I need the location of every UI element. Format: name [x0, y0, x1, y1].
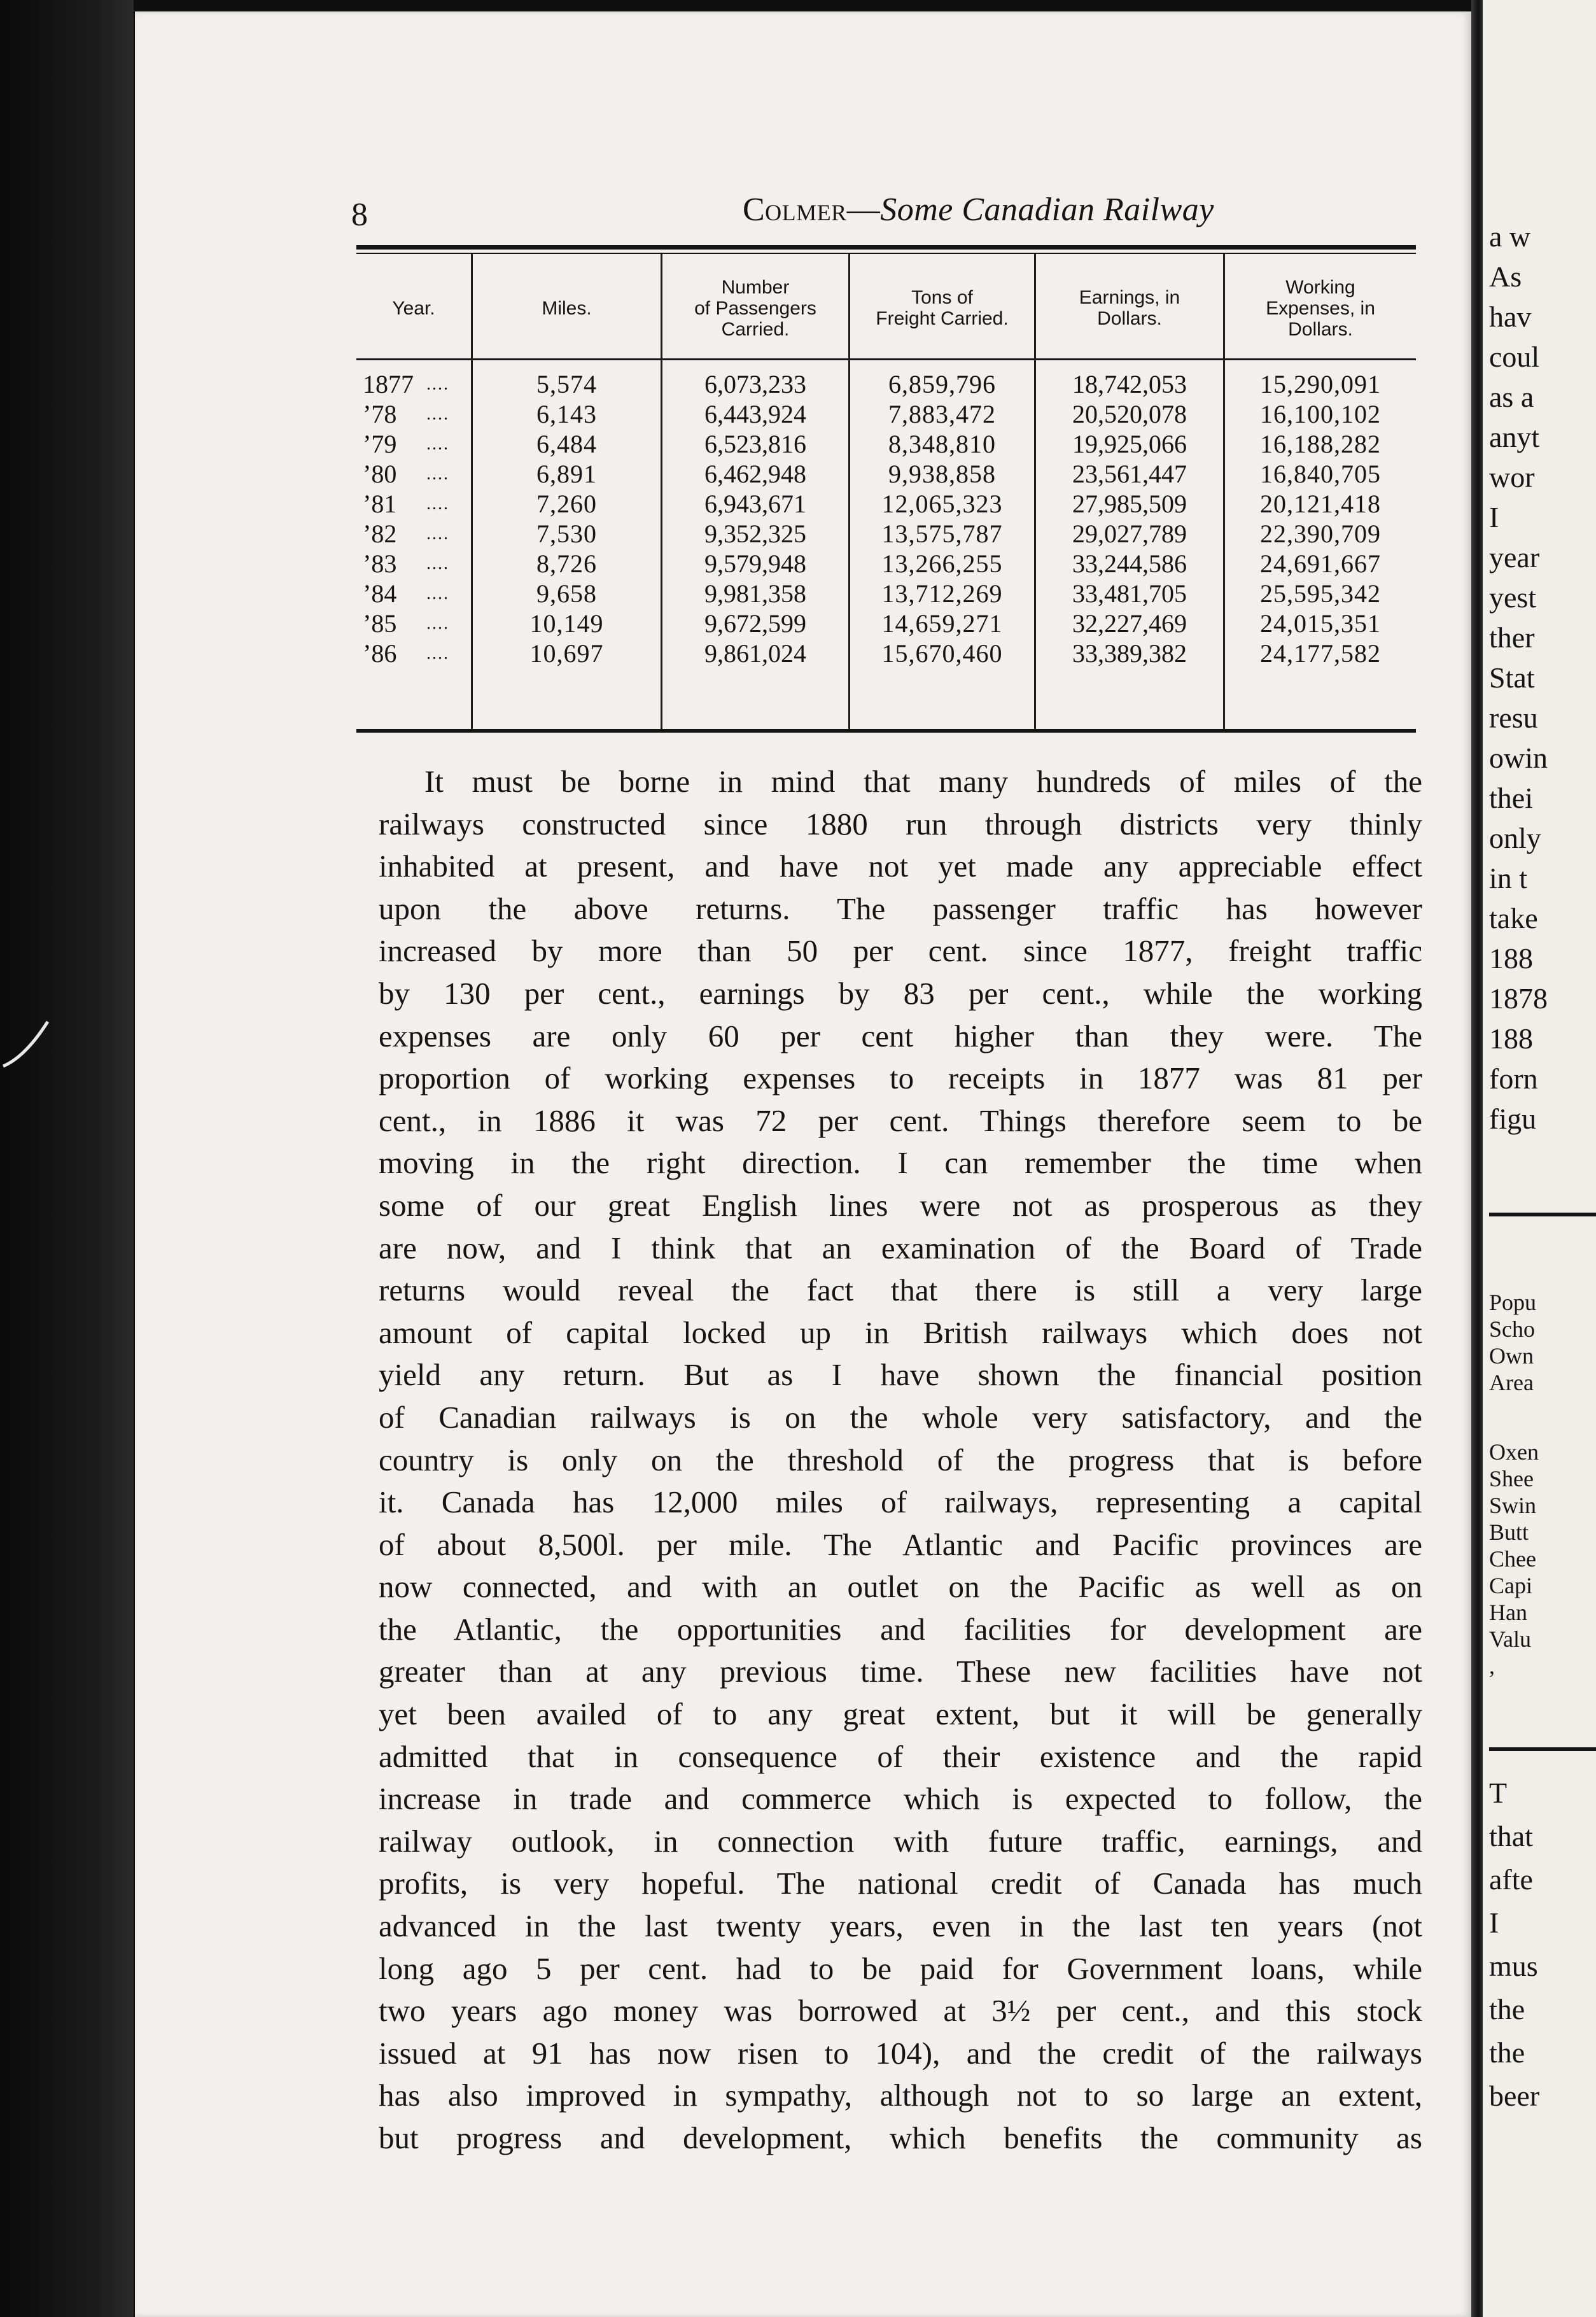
text-line: are now, and I think that an examination of the Board of Trade	[379, 1230, 1422, 1265]
body-paragraph	[379, 761, 1422, 2160]
table-cell-earnings: 18,742,053	[1072, 370, 1187, 398]
table-cell-miles: 9,658	[536, 579, 597, 608]
table-cell-expenses: 22,390,709	[1260, 519, 1381, 548]
table-cell-miles: 6,891	[536, 460, 597, 488]
table-cell-expenses: 16,188,282	[1260, 430, 1381, 458]
table-cell-year	[363, 459, 471, 489]
year-value: ’86	[363, 639, 397, 668]
facing-page-text: I	[1489, 1906, 1499, 1939]
facing-page-text: resu	[1489, 701, 1538, 734]
text-line: returns would reveal the fact that there is still a very large	[379, 1272, 1422, 1308]
facing-page-text: a w	[1489, 220, 1531, 253]
table-cell-miles: 8,726	[536, 549, 597, 578]
table-cell-year	[363, 549, 471, 579]
year-value: ’85	[363, 609, 397, 638]
running-head-author: Colmer	[743, 192, 847, 228]
table-cell-earnings: 23,561,447	[1072, 460, 1187, 488]
text-line: profits, is very hopeful. The national credit of Canada has much	[379, 1866, 1422, 1901]
text-line: railways constructed since 1880 run through districts very thinly	[379, 806, 1422, 842]
text-line: yield any return. But as I have shown the financial position	[379, 1357, 1422, 1393]
table-cell-freight: 13,712,269	[881, 579, 1003, 608]
table-cell-earnings: 20,520,078	[1072, 400, 1187, 428]
facing-page-text: anyt	[1489, 421, 1540, 453]
table-cell-earnings: 19,925,066	[1072, 430, 1187, 458]
facing-page-text: in t	[1489, 862, 1528, 894]
facing-page-text: I	[1489, 501, 1499, 533]
facing-page-text: Scho	[1489, 1316, 1535, 1342]
table-top-rule-thin	[356, 253, 1416, 254]
facing-page-text: that	[1489, 1820, 1533, 1852]
facing-page-rule	[1489, 1213, 1596, 1216]
railway-statistics-table	[356, 245, 1416, 735]
text-line: increased by more than 50 per cent. since 1877, freight traffic	[379, 933, 1422, 969]
text-line: country is only on the threshold of the progress that is before	[379, 1442, 1422, 1477]
facing-page-text: 188	[1489, 1022, 1533, 1055]
facing-page-text: thei	[1489, 782, 1533, 814]
leader-dots: ....	[426, 614, 449, 633]
header-miles: Miles.	[542, 297, 592, 319]
facing-page-text: as a	[1489, 381, 1534, 413]
table-cell-year	[363, 638, 471, 668]
table-cell-passengers: 6,943,671	[704, 489, 806, 518]
facing-page-text: forn	[1489, 1062, 1538, 1095]
year-value: ’81	[363, 489, 397, 518]
running-head-dash: —	[846, 192, 881, 228]
header-freight: Tons of Freight Carried.	[876, 287, 1009, 329]
text-line: issued at 91 has now risen to 104), and the credit of the railways	[379, 2035, 1422, 2071]
facing-page-text: hav	[1489, 300, 1532, 333]
facing-page-text: the	[1489, 1993, 1525, 2025]
facing-page-text: the	[1489, 2036, 1525, 2069]
facing-page-text: afte	[1489, 1863, 1533, 1896]
earnings-column	[1036, 369, 1223, 668]
text-line: now connected, and with an outlet on the Pacific as well as on	[379, 1569, 1422, 1605]
leader-dots: ....	[426, 494, 449, 514]
table-cell-freight: 8,348,810	[888, 430, 996, 458]
text-line: long ago 5 per cent. had to be paid for Government loans, while	[379, 1950, 1422, 1986]
text-line: advanced in the last twenty years, even in the last ten years (not	[379, 1908, 1422, 1944]
table-cell-earnings: 32,227,469	[1072, 609, 1187, 638]
table-cell-passengers: 9,861,024	[704, 639, 806, 668]
header-passengers: Number of Passengers Carried.	[694, 276, 816, 340]
facing-page-text: Swin	[1489, 1493, 1537, 1518]
facing-page-text: 188	[1489, 942, 1533, 975]
table-cell-passengers: 6,462,948	[704, 460, 806, 488]
table-bottom-rule	[356, 729, 1416, 733]
year-value: ’83	[363, 549, 397, 578]
header-year: Year.	[392, 297, 435, 319]
text-line: some of our great English lines were not as prosperous as they	[379, 1187, 1422, 1223]
text-line: cent., in 1886 it was 72 per cent. Things therefore seem to be	[379, 1102, 1422, 1138]
text-line: upon the above returns. The passenger traffic has however	[379, 891, 1422, 926]
text-line: amount of capital locked up in British railways which does not	[379, 1314, 1422, 1350]
table-cell-miles: 6,143	[536, 400, 597, 428]
table-cell-year	[363, 579, 471, 609]
table-cell-freight: 6,859,796	[888, 370, 996, 398]
facing-page-text: Capi	[1489, 1573, 1532, 1598]
facing-page-text: only	[1489, 822, 1541, 854]
expenses-column	[1225, 369, 1416, 668]
table-cell-expenses: 24,691,667	[1260, 549, 1381, 578]
text-line: yet been availed of to any great extent, but it will be generally	[379, 1696, 1422, 1732]
table-cell-earnings: 33,389,382	[1072, 639, 1187, 668]
facing-page-text: Chee	[1489, 1546, 1536, 1572]
facing-page-text: Own	[1489, 1343, 1534, 1369]
table-cell-expenses: 25,595,342	[1260, 579, 1381, 608]
table-cell-expenses: 16,100,102	[1260, 400, 1381, 428]
table-cell-year	[363, 429, 471, 459]
facing-page-text: ,	[1489, 1653, 1495, 1679]
text-line: by 130 per cent., earnings by 83 per cent., while the working	[379, 975, 1422, 1011]
table-cell-passengers: 6,073,233	[704, 370, 806, 398]
leader-dots: ....	[426, 404, 449, 424]
table-cell-earnings: 29,027,789	[1072, 519, 1187, 548]
table-cell-passengers: 6,523,816	[704, 430, 806, 458]
facing-page-text: Popu	[1489, 1290, 1537, 1315]
text-line: increase in trade and commerce which is expected to follow, the	[379, 1781, 1422, 1817]
running-head	[743, 191, 1214, 229]
table-cell-freight: 15,670,460	[881, 639, 1003, 668]
table-cell-miles: 10,697	[529, 639, 604, 668]
table-cell-freight: 13,266,255	[881, 549, 1003, 578]
text-line: inhabited at present, and have not yet made any appreciable effect	[379, 849, 1422, 884]
table-cell-earnings: 33,244,586	[1072, 549, 1187, 578]
year-value: ’84	[363, 579, 397, 608]
text-line: but progress and development, which benefits the community as	[379, 2120, 1422, 2155]
table-cell-year	[363, 519, 471, 549]
year-value: 1877	[363, 370, 414, 398]
facing-page-text: mus	[1489, 1950, 1538, 1982]
table-cell-miles: 6,484	[536, 430, 597, 458]
table-cell-year	[363, 399, 471, 429]
table-top-rule	[356, 245, 1416, 250]
leader-dots: ....	[426, 644, 449, 663]
facing-page-text: Area	[1489, 1370, 1534, 1395]
miles-column	[473, 369, 661, 668]
facing-page-text: take	[1489, 902, 1538, 934]
text-line: admitted that in consequence of their existence and the rapid	[379, 1738, 1422, 1774]
gutter-shadow	[1471, 0, 1483, 2317]
table-cell-miles: 5,574	[536, 370, 597, 398]
passengers-column	[662, 369, 848, 668]
facing-page-text: coul	[1489, 341, 1540, 373]
margin-mark	[0, 1018, 51, 1069]
table-cell-passengers: 9,981,358	[704, 579, 806, 608]
facing-page-text: Stat	[1489, 661, 1535, 694]
table-cell-passengers: 6,443,924	[704, 400, 806, 428]
freight-column	[850, 369, 1034, 668]
leader-dots: ....	[426, 434, 449, 454]
table-cell-expenses: 20,121,418	[1260, 489, 1381, 518]
text-line: expenses are only 60 per cent higher than they were. The	[379, 1018, 1422, 1053]
year-value: ’78	[363, 400, 397, 428]
text-line: greater than at any previous time. These new facilities have not	[379, 1654, 1422, 1689]
table-cell-expenses: 16,840,705	[1260, 460, 1381, 488]
text-line: moving in the right direction. I can remember the time when	[379, 1145, 1422, 1181]
table-cell-passengers: 9,672,599	[704, 609, 806, 638]
table-cell-earnings: 27,985,509	[1072, 489, 1187, 518]
scan-background	[0, 0, 134, 2317]
facing-page-text: Han	[1489, 1600, 1527, 1625]
table-cell-freight: 9,938,858	[888, 460, 996, 488]
table-header-rule	[356, 358, 1416, 360]
year-value: ’80	[363, 460, 397, 488]
table-cell-miles: 10,149	[529, 609, 604, 638]
table-cell-miles: 7,260	[536, 489, 597, 518]
leader-dots: ....	[426, 464, 449, 484]
text-line: two years ago money was borrowed at 3½ per cent., and this stock	[379, 1993, 1422, 2029]
text-line: It must be borne in mind that many hundreds of miles of the	[424, 764, 1422, 799]
facing-page-rule	[1489, 1747, 1596, 1751]
table-cell-year	[363, 489, 471, 519]
table-cell-miles: 7,530	[536, 519, 597, 548]
facing-page-text: T	[1489, 1777, 1508, 1809]
text-line: it. Canada has 12,000 miles of railways, representing a capital	[379, 1484, 1422, 1520]
table-cell-expenses: 24,015,351	[1260, 609, 1381, 638]
text-line: of Canadian railways is on the whole very satisfactory, and the	[379, 1399, 1422, 1435]
facing-page-text: Oxen	[1489, 1439, 1539, 1465]
facing-page-text: 1878	[1489, 982, 1548, 1015]
table-cell-freight: 7,883,472	[888, 400, 996, 428]
table-cell-passengers: 9,579,948	[704, 549, 806, 578]
text-line: proportion of working expenses to receipts in 1877 was 81 per	[379, 1060, 1422, 1096]
leader-dots: ....	[426, 554, 449, 574]
facing-page-text: Valu	[1489, 1626, 1531, 1652]
text-line: of about 8,500l. per mile. The Atlantic and Pacific provinces are	[379, 1526, 1422, 1562]
table-cell-passengers: 9,352,325	[704, 519, 806, 548]
leader-dots: ....	[426, 584, 449, 603]
facing-page-text: Shee	[1489, 1466, 1534, 1491]
header-earnings: Earnings, in Dollars.	[1079, 287, 1180, 329]
table-cell-freight: 14,659,271	[881, 609, 1003, 638]
text-line: the Atlantic, the opportunities and facilities for development are	[379, 1611, 1422, 1647]
running-head-title: Some Canadian Railway	[880, 192, 1214, 228]
table-cell-freight: 13,575,787	[881, 519, 1003, 548]
table-cell-freight: 12,065,323	[881, 489, 1003, 518]
facing-page-text: figu	[1489, 1102, 1537, 1135]
table-cell-earnings: 33,481,705	[1072, 579, 1187, 608]
leader-dots: ....	[426, 374, 449, 394]
facing-page-text: owin	[1489, 742, 1548, 774]
year-column	[363, 369, 471, 668]
text-line: railway outlook, in connection with future traffic, earnings, and	[379, 1823, 1422, 1859]
table-cell-year	[363, 609, 471, 638]
facing-page-edge	[1483, 0, 1596, 2317]
facing-page-text: Butt	[1489, 1519, 1529, 1545]
facing-page-text: year	[1489, 541, 1540, 574]
facing-page-text: wor	[1489, 461, 1535, 493]
facing-page-text: yest	[1489, 581, 1537, 614]
facing-page-text: As	[1489, 260, 1522, 293]
table-cell-expenses: 15,290,091	[1260, 370, 1381, 398]
year-value: ’82	[363, 519, 397, 548]
facing-page-text: beer	[1489, 2080, 1540, 2112]
year-value: ’79	[363, 430, 397, 458]
table-cell-expenses: 24,177,582	[1260, 639, 1381, 668]
leader-dots: ....	[426, 524, 449, 544]
text-line: has also improved in sympathy, although not to so large an extent,	[379, 2078, 1422, 2113]
facing-page-text: ther	[1489, 621, 1535, 654]
table-cell-year	[363, 369, 471, 399]
header-expenses: Working Expenses, in Dollars.	[1266, 276, 1375, 340]
page-number: 8	[351, 197, 368, 233]
